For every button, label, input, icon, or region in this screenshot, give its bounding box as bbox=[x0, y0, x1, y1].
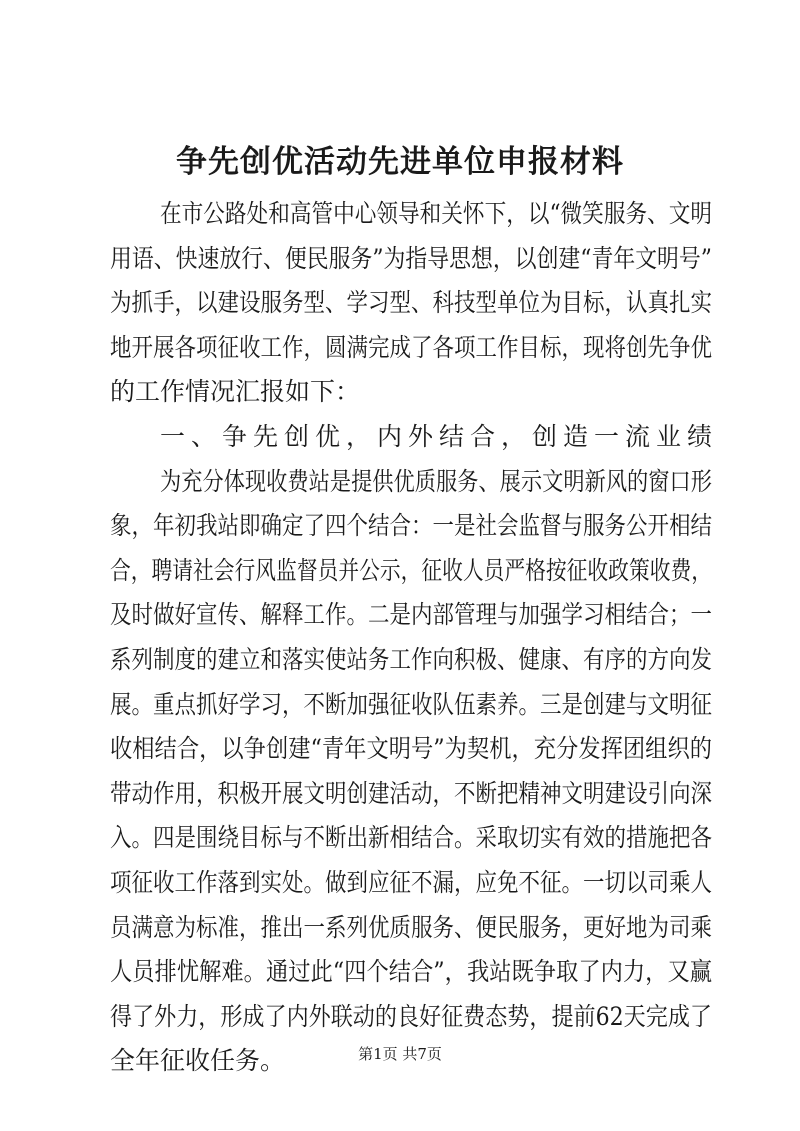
body-line: 收相结合，以争创建“青年文明号”为契机，充分发挥团组织的 bbox=[110, 734, 713, 763]
body-line: 项征收工作落到实处。做到应征不漏，应免不征。一切以司乘人 bbox=[110, 868, 713, 897]
body-line: 地开展各项征收工作，圆满完成了各项工作目标，现将创先争优 bbox=[110, 333, 713, 362]
body-line: 合，聘请社会行风监督员并公示，征收人员严格按征收政策收费， bbox=[110, 556, 712, 585]
body-line: 用语、快速放行、便民服务”为指导思想，以创建“青年文明号” bbox=[110, 244, 712, 273]
body-line: 象，年初我站即确定了四个结合：一是社会监督与服务公开相结 bbox=[110, 511, 713, 540]
body-line: 的工作情况汇报如下： bbox=[110, 377, 361, 406]
body-line: 为抓手，以建设服务型、学习型、科技型单位为目标，认真扎实 bbox=[110, 288, 713, 317]
body-line: 为充分体现收费站是提供优质服务、展示文明新风的窗口形 bbox=[160, 467, 712, 496]
body-line: 及时做好宣传、解释工作。二是内部管理与加强学习相结合；一 bbox=[110, 600, 713, 629]
body-line: 得了外力，形成了内外联动的良好征费态势，提前62天完成了 bbox=[110, 1002, 712, 1031]
body-line: 员满意为标准，推出一系列优质服务、便民服务，更好地为司乘 bbox=[110, 913, 713, 942]
body-line: 在市公路处和高管中心领导和关怀下，以“微笑服务、文明 bbox=[160, 199, 713, 228]
body-line: 人员排忧解难。通过此“四个结合”，我站既争取了内力，又赢 bbox=[110, 957, 713, 986]
page-indicator: 第1页 共7页 bbox=[358, 1045, 442, 1063]
body-line: 系列制度的建立和落实使站务工作向积极、健康、有序的方向发 bbox=[110, 645, 713, 674]
body-line: 入。四是围绕目标与不断出新相结合。采取切实有效的措施把各 bbox=[110, 823, 713, 852]
body-line: 展。重点抓好学习，不断加强征收队伍素养。三是创建与文明征 bbox=[110, 690, 713, 719]
body-line: 一、争先创优，内外结合，创造一流业绩 bbox=[160, 422, 719, 451]
body-line: 全年征收任务。 bbox=[110, 1046, 286, 1075]
document-title: 争先创优活动先进单位申报材料 bbox=[176, 144, 624, 180]
body-line: 带动作用，积极开展文明创建活动，不断把精神文明建设引向深 bbox=[110, 779, 713, 808]
